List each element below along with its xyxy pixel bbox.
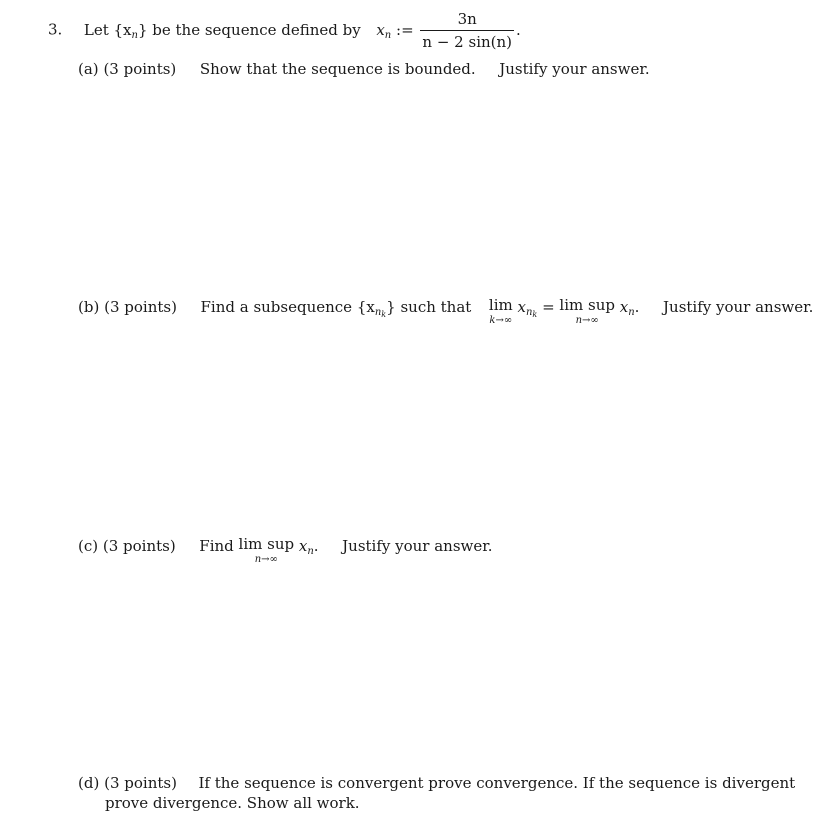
part-b-justify: Justify your answer. <box>663 298 814 316</box>
fraction-denominator: n − 2 sin(n) <box>422 33 513 51</box>
part-d-label: (d) <box>78 774 100 792</box>
part-b-label: (b) <box>78 298 100 316</box>
limsup-expression: lim sup n→∞ <box>559 296 615 326</box>
problem-statement <box>48 10 521 51</box>
problem-number: 3. <box>48 20 63 39</box>
part-d-line2: prove divergence. Show all work. <box>105 794 360 812</box>
part-d-continuation <box>105 794 360 812</box>
part-d-points: (3 points) <box>104 774 177 792</box>
part-a <box>78 60 650 78</box>
fraction-numerator: 3n <box>420 10 514 31</box>
part-a-points: (3 points) <box>103 60 177 78</box>
part-d-line1: If the sequence is convergent prove convergence. If the sequence is divergent <box>198 774 796 792</box>
part-c-label: (c) <box>78 537 99 555</box>
limsup-expression: lim sup n→∞ <box>238 535 295 565</box>
part-c-points: (3 points) <box>102 537 176 555</box>
part-c: (c) (3 points) Find lim sup n→∞ $x_n$. Justify your answer. <box>78 535 493 565</box>
part-b-text: Find a subsequence $\{x_{n_k}\}$ such that <box>200 298 472 319</box>
part-b: (b) (3 points) Find a subsequence $\{x_{n_k}\}$ such that lim k→∞ $x_{n_k}$ = lim sup n→∞ $x_n$. Justify your answer. <box>78 296 814 326</box>
definition-fraction <box>420 10 514 51</box>
part-c-justify: Justify your answer. <box>342 537 493 555</box>
problem-intro: Let $\{x_n\}$ be the sequence defined by <box>83 20 361 41</box>
sequence-definition: $x_n$ := $\frac{3n}{n - 2 \sin(n)}$ . <box>376 10 521 51</box>
part-a-text: Show that the sequence is bounded. <box>199 60 476 78</box>
part-b-points: (3 points) <box>104 298 177 316</box>
part-c-text: Find <box>199 537 234 555</box>
part-a-label: (a) <box>78 60 99 78</box>
limit-expression: lim k→∞ <box>488 296 513 326</box>
part-d <box>78 774 795 792</box>
part-a-justify: Justify your answer. <box>499 60 650 78</box>
